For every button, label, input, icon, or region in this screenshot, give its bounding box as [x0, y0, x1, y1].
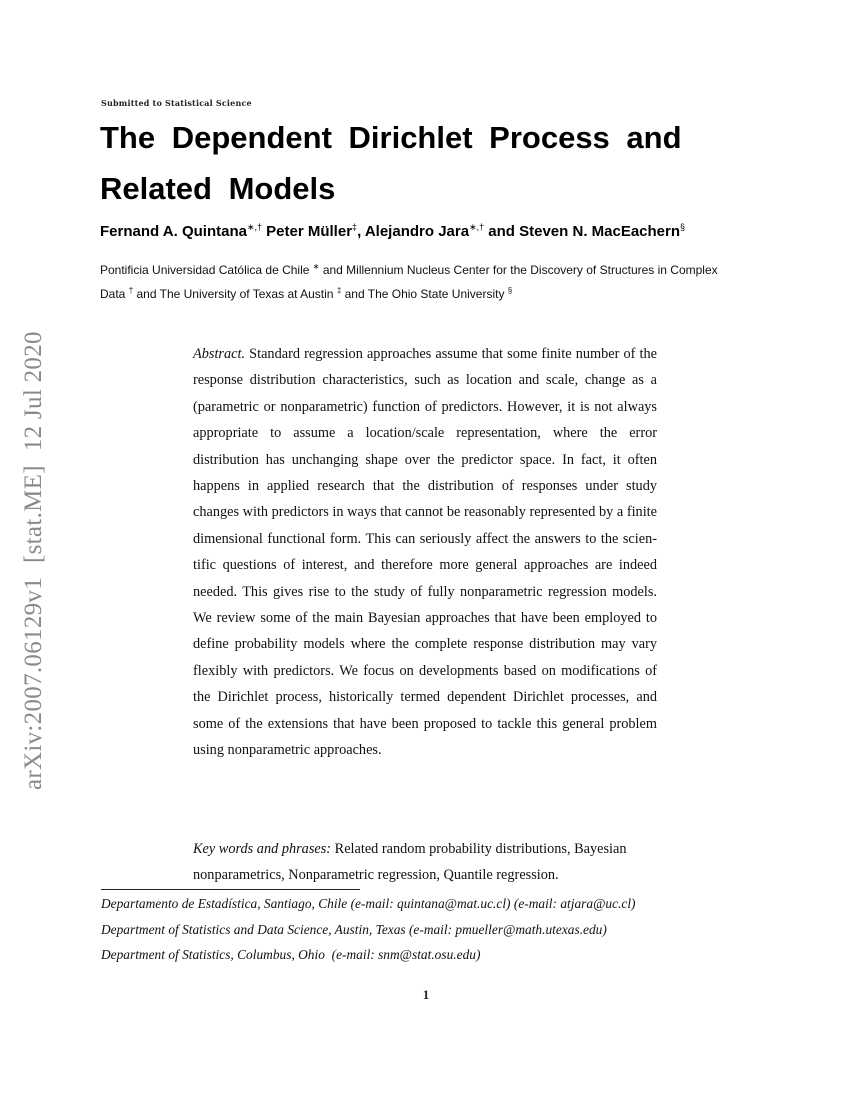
affiliation-mark: ‡ — [336, 286, 342, 295]
affiliation-text: and Millennium Nucleus Center for the Discovery of Structures in Complex Data — [100, 263, 718, 301]
journal-submission-note: Submitted to Statistical Science — [101, 98, 252, 108]
footnote-affiliation: Departamento de Estadística, Santiago, Chile (e-mail: quintana@mat.uc.cl) (e-mail: atjara@uc.cl) — [101, 896, 636, 911]
author-separator: and — [484, 223, 520, 240]
page-number: 1 — [422, 987, 430, 1002]
affiliation-text: and The Ohio State University — [341, 287, 508, 301]
footnote-affiliation: Department of Statistics and Data Science, Austin, Texas (e-mail: pmueller@math.utexas.edu) — [101, 921, 607, 937]
affiliation-text: and The University of Texas at Austin — [133, 287, 337, 301]
author-affiliation-marks: ∗,† — [246, 222, 262, 232]
title-line-1: The Dependent Dirichlet Process and — [100, 120, 682, 155]
author-affiliation-marks: § — [680, 222, 686, 232]
abstract-label: Abstract. — [193, 346, 246, 362]
footnote-divider — [101, 889, 360, 890]
author-affiliation-marks: ∗,† — [469, 222, 485, 232]
author-separator: , — [357, 223, 365, 240]
affiliation-text: Pontificia Universidad Católica de Chile — [100, 263, 313, 277]
keywords-label: Key words and phrases: — [193, 841, 332, 857]
author-affiliation-marks: ‡ — [352, 222, 358, 232]
affiliation-mark: ∗ — [312, 262, 320, 271]
keywords — [193, 836, 663, 888]
keywords-text: Related random probability distributions, Bayesian nonparametrics, Nonparametric regression, Quantile regression. — [193, 841, 627, 883]
arxiv-category: [stat.ME] — [20, 465, 47, 563]
footnotes — [101, 891, 801, 968]
affiliation-mark: § — [507, 286, 513, 295]
author-name: Alejandro Jara — [364, 223, 470, 240]
author-name: Steven N. MacEachern — [519, 223, 681, 240]
author-list — [100, 223, 685, 240]
footnote-affiliation: Department of Statistics, Columbus, Ohio (e-mail: snm@stat.osu.edu) — [101, 947, 481, 962]
abstract-text: Standard regression approaches assume that some finite number of the response distribution characteristics, such as location and scale, change as a (parametric or nonparametric) function of predictors. However, it is not always appropriate to assume a location/scale representation, where the error distribution has unchanging shape over the predictor space. In fact, it often happens in applied research that the distribution of responses under study changes with predictors in ways that cannot be reasonably represented by a finite dimensional functional form. This can seriously affect the answers to the scientific questions of interest, and therefore more general approaches are indeed needed. This gives rise to the study of fully nonparametric regression models. We review some of the main Bayesian approaches that have been employed to define probability models where the complete response distribution may vary flexibly with predictors. We focus on developments based on modifications of the Dirichlet process, historically termed dependent Dirichlet processes, and some of the extensions that have been proposed to tackle this general problem using nonparametric approaches. — [193, 346, 657, 759]
title-line-2: Related Models — [100, 171, 336, 206]
author-name: Fernand A. Quintana — [100, 223, 247, 240]
arxiv-id: arXiv:2007.06129v1 — [20, 576, 47, 790]
affiliation-mark: † — [128, 286, 134, 295]
abstract — [193, 341, 657, 764]
arxiv-stamp — [20, 317, 48, 790]
arxiv-date: 12 Jul 2020 — [20, 331, 47, 452]
paper-title — [100, 112, 760, 214]
author-name: Peter Müller — [266, 223, 353, 240]
affiliations — [100, 258, 740, 306]
